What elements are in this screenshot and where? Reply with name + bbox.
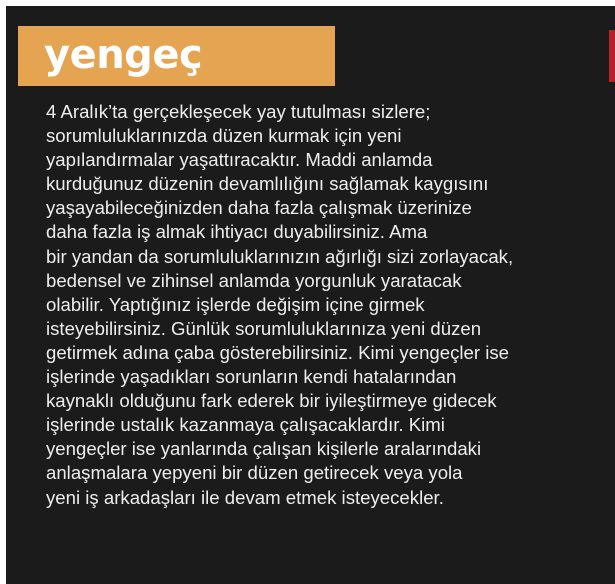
text-line: 4 Aralık’ta gerçekleşecek yay tutulması sizlere; — [46, 101, 431, 122]
horoscope-panel — [6, 6, 615, 584]
text-line: sorumluluklarınızda düzen kurmak için yeni — [46, 125, 402, 147]
text-line: olabilir. Yaptığınız işlerde değişim içine girmek — [46, 293, 425, 315]
text-line: işlerinde ustalık kazanmaya çalışacaklardır. Kimi — [46, 414, 445, 436]
text-line: isteyebilirsiniz. Günlük sorumluluklarınıza yeni düzen — [46, 317, 482, 339]
text-line: işlerinde yaşadıkları sorunların kendi hatalarından — [46, 366, 457, 388]
text-line: anlaşmalara yepyeni bir düzen getirecek veya yola — [46, 462, 463, 484]
text-line: yaşayabileceğinizden daha fazla çalışmak üzerinize — [46, 197, 472, 219]
text-line: yengeçler ise yanlarında çalışan kişilerle aralarındaki — [46, 438, 482, 460]
text-line: bedensel ve zihinsel anlamda yorgunluk yaratacak — [46, 269, 462, 291]
text-line: yeni iş arkadaşları ile devam etmek isteyecekler. — [46, 486, 444, 508]
sign-title: yengeç — [44, 32, 203, 78]
text-line: bir yandan da sorumluluklarınızın ağırlığı sizi zorlayacak, — [46, 245, 514, 267]
text-line: kaynaklı olduğunu fark ederek bir iyileştirmeye gidecek — [46, 390, 497, 412]
text-line: daha fazla iş almak ihtiyacı duyabilirsiniz. Ama — [46, 221, 428, 243]
text-line: getirmek adına çaba gösterebilirsiniz. Kimi yengeçler ise — [46, 341, 509, 363]
text-line: yapılandırmalar yaşattıracaktır. Maddi anlamda — [46, 149, 433, 171]
page-edge-accent — [609, 30, 615, 82]
title-banner — [18, 26, 335, 86]
horoscope-text — [46, 100, 614, 510]
text-line: kurduğunuz düzenin devamlılığını sağlamak kaygısını — [46, 173, 489, 195]
